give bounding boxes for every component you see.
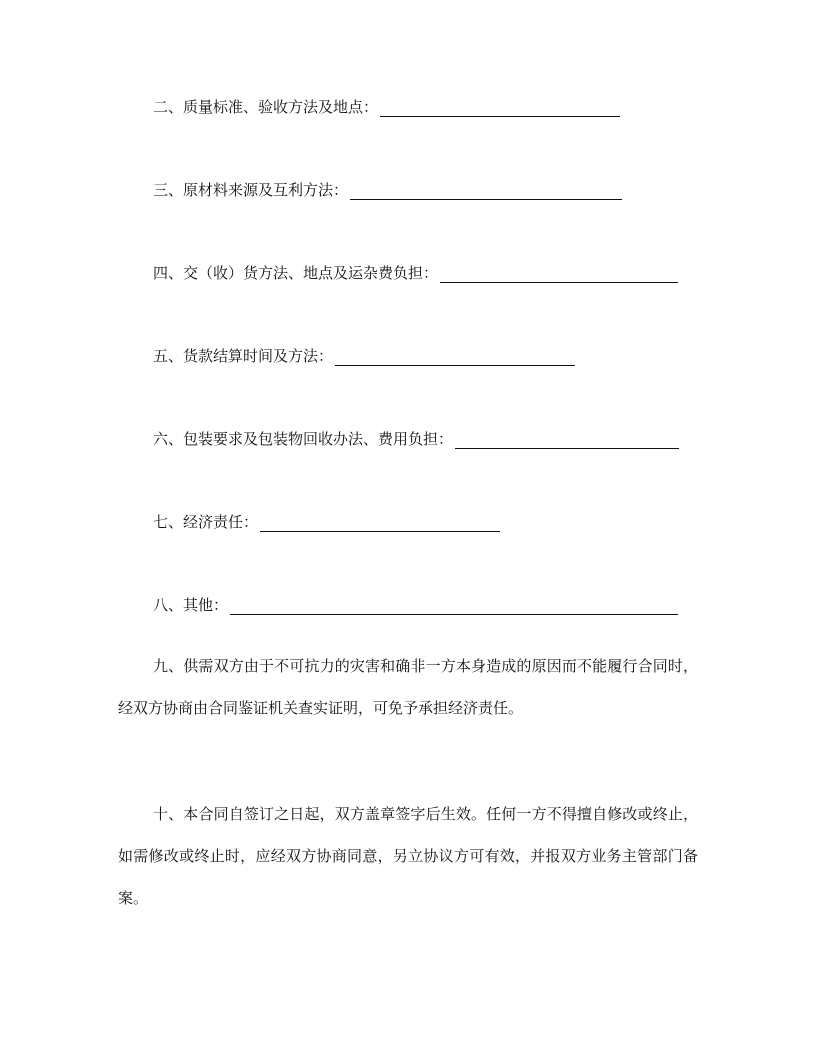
fill-in-blank[interactable] [230,596,678,615]
clause-packaging [153,429,679,449]
clause-label: 二、质量标准、验收方法及地点： [153,98,379,116]
clause-payment-settlement [153,346,575,366]
fill-in-blank[interactable] [380,98,620,117]
clause-other [153,595,678,615]
clause-quality-acceptance [153,97,620,117]
clause-label: 五、货款结算时间及方法： [153,347,334,365]
fill-in-blank[interactable] [335,347,575,366]
clause-economic-liability [153,512,500,532]
fill-in-blank[interactable] [455,430,679,449]
clause-label: 七、经济责任： [153,513,259,531]
clause-label: 六、包装要求及包装物回收办法、费用负担： [153,430,454,448]
clause-delivery-method [153,263,678,283]
fill-in-blank[interactable] [350,181,622,200]
clause-label: 四、交（收）货方法、地点及运杂费负担： [153,264,439,282]
clause-raw-materials [153,180,622,200]
paragraph-force-majeure: 九、供需双方由于不可抗力的灾害和确非一方本身造成的原因而不能履行合同时，经双方协商由合同鉴证机关查实证明，可免予承担经济责任。 [118,657,698,717]
clause-label: 八、其他： [153,596,229,614]
clause-label: 三、原材料来源及互利方法： [153,181,349,199]
paragraph-effectiveness: 十、本合同自签订之日起，双方盖章签字后生效。任何一方不得擅自修改或终止，如需修改或终止时，应经双方协商同意，另立协议方可有效，并报双方业务主管部门备案。 [118,805,698,907]
fill-in-blank[interactable] [260,513,500,532]
fill-in-blank[interactable] [440,264,678,283]
